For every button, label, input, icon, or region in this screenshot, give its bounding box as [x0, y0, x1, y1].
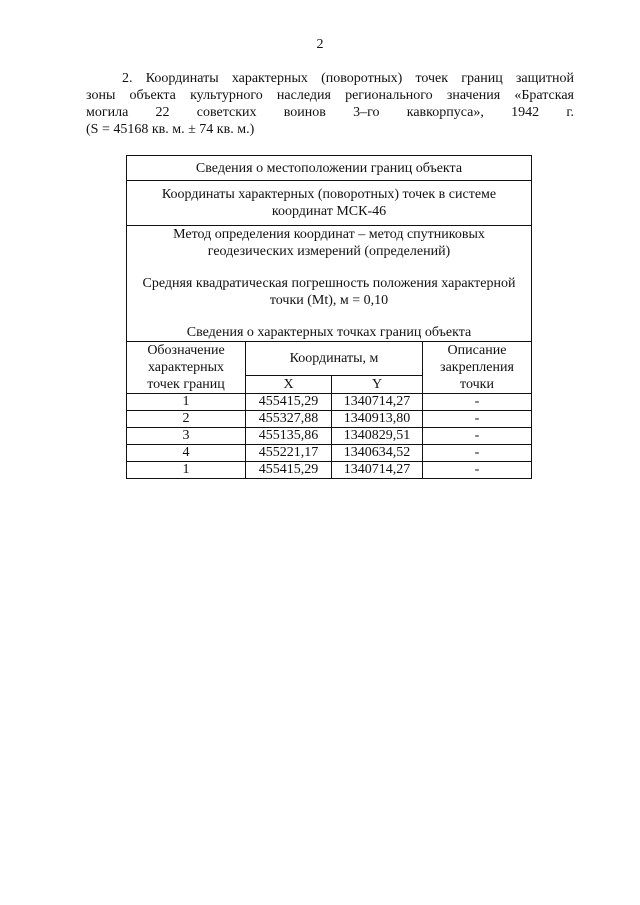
table-row: [127, 411, 532, 428]
desc-cell: -: [423, 445, 532, 462]
point-cell: 3: [127, 428, 246, 445]
points-info-text: Сведения о характерных точках границ объекта: [186, 325, 472, 340]
table-info-row: [127, 226, 532, 342]
col-x-header: X: [246, 376, 332, 394]
coordinates-table: [126, 155, 532, 479]
accuracy-text: Средняя квадратическая погрешность положения характерной точки (Mt), м = 0,10: [142, 276, 516, 308]
paragraph-line: могила 22 советских воинов 3–го кавкорпуса», 1942 г.: [86, 105, 574, 120]
point-cell: 1: [127, 394, 246, 411]
x-cell: 455221,17: [246, 445, 332, 462]
table-header-row: [127, 181, 532, 226]
x-cell: 455135,86: [246, 428, 332, 445]
col-description-header: Описание закрепления точки: [423, 342, 532, 394]
point-cell: 2: [127, 411, 246, 428]
paragraph-line: 2. Координаты характерных (поворотных) точек границ защитной: [122, 71, 574, 86]
table-row: [127, 394, 532, 411]
col-y-header: Y: [332, 376, 423, 394]
paragraph-line: зоны объекта культурного наследия регионального значения «Братская: [86, 88, 574, 103]
page-number: 2: [316, 37, 324, 52]
desc-cell: -: [423, 428, 532, 445]
y-cell: 1340714,27: [332, 394, 423, 411]
y-cell: 1340913,80: [332, 411, 423, 428]
point-cell: 4: [127, 445, 246, 462]
table-row: [127, 462, 532, 479]
y-cell: 1340829,51: [332, 428, 423, 445]
info-cell: [127, 226, 532, 342]
desc-cell: -: [423, 411, 532, 428]
table-row: [127, 445, 532, 462]
header-coord-system: Координаты характерных (поворотных) точек в системе координат МСК-46: [127, 181, 532, 226]
x-cell: 455327,88: [246, 411, 332, 428]
section-paragraph: [86, 70, 574, 138]
paragraph-line: (S = 45168 кв. м. ± 74 кв. м.): [86, 122, 255, 137]
desc-cell: -: [423, 394, 532, 411]
column-header-row: [127, 342, 532, 376]
col-coordinates-header: Координаты, м: [246, 342, 423, 376]
x-cell: 455415,29: [246, 394, 332, 411]
col-designation-header: Обозначение характерных точек границ: [127, 342, 246, 394]
point-cell: 1: [127, 462, 246, 479]
table-row: [127, 428, 532, 445]
x-cell: 455415,29: [246, 462, 332, 479]
y-cell: 1340714,27: [332, 462, 423, 479]
method-text: Метод определения координат – метод спутниковых геодезических измерений (определений): [173, 227, 485, 259]
y-cell: 1340634,52: [332, 445, 423, 462]
header-location: Сведения о местоположении границ объекта: [127, 156, 532, 181]
table-header-row: [127, 156, 532, 181]
desc-cell: -: [423, 462, 532, 479]
